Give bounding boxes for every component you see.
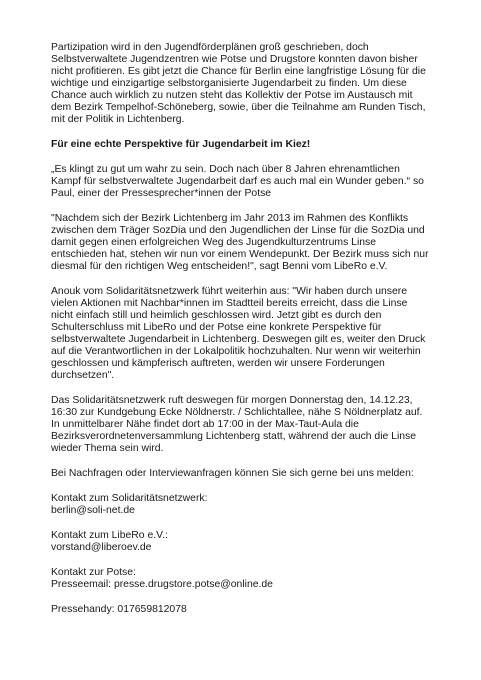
quote-anouk-paragraph: Anouk vom Solidaritätsnetzwerk führt weiterhin aus: "Wir haben durch unsere vielen Aktionen mit Nachbar*innen im Stadtteil bereits erreicht, dass die Linse nicht einfach still und heimlich geschlossen wird. Jetzt gibt es durch den Schulterschluss mit LibeRo und der Potse eine konkrete Perspektive für selbstverwaltete Jugendarbeit in Lichtenberg. Deswegen gilt es, weiter den Druck auf die Verantwortlichen in der Lokalpolitik hochzuhalten. Nur wenn wir weiterhin geschlossen und kämpferisch auftreten, werden wir unsere Forderungen durchsetzen". — [51, 286, 426, 381]
document-page — [51, 42, 431, 629]
contact-email[interactable]: vorstand@liberoev.de — [51, 542, 152, 553]
contact-email[interactable]: Presseemail: presse.drugstore.potse@online.de — [51, 579, 273, 590]
section-heading: Für eine echte Perspektive für Jugendarbeit im Kiez! — [51, 139, 311, 150]
contact-email[interactable]: berlin@soli-net.de — [51, 505, 135, 516]
contact-label: Kontakt zur Potse: — [51, 567, 136, 578]
contact-label: Kontakt zum Solidaritätsnetzwerk: — [51, 493, 208, 504]
contact-libero — [51, 530, 431, 554]
quote-benni-paragraph: "Nachdem sich der Bezirk Lichtenberg im Jahr 2013 im Rahmen des Konflikts zwischen dem Träger SozDia und den Jugendlichen der Linse für die SozDia und damit gegen einen erfolgreichen Weg des Jugendkulturzentrums Linse entschieden hat, stehen wir nun vor einem Wendepunkt. Der Bezirk muss sich nur diesmal für den richtigen Weg entscheiden!", sagt Benni vom LibeRo e.V. — [51, 213, 429, 272]
inquiry-paragraph: Bei Nachfragen oder Interviewanfragen können Sie sich gerne bei uns melden: — [51, 468, 414, 479]
press-phone: Pressehandy: 017659812078 — [51, 604, 187, 615]
contact-potse — [51, 567, 431, 591]
quote-paul-paragraph: „Es klingt zu gut um wahr zu sein. Doch nach über 8 Jahren ehrenamtlichen Kampf für selbstverwaltete Jugendarbeit darf es auch mal ein Wunder geben.“ so Paul, einer der Pressesprecher*innen der Potse — [51, 164, 424, 199]
contact-solidarity-network — [51, 493, 431, 517]
rally-announcement-paragraph: Das Solidaritätsnetzwerk ruft deswegen für morgen Donnerstag den, 14.12.23, 16:30 zur Kundgebung Ecke Nöldnerstr. / Schlichtallee, nähe S Nöldnerplatz auf. In unmittelbarer Nähe findet dort ab 17:00 in der Max-Taut-Aula die Bezirksverordnetenversammlung Lichtenberg statt, während der auch die Linse wieder Thema sein wird. — [51, 395, 423, 454]
intro-paragraph: Partizipation wird in den Jugendförderplänen groß geschrieben, doch Selbstverwaltete Jugendzentren wie Potse und Drugstore konnten davon bisher nicht profitieren. Es gibt jetzt die Chance für Berlin eine langfristige Lösung für die wichtige und einzigartige selbstorganisierte Jugendarbeit zu finden. Um diese Chance auch wirklich zu nutzen steht das Kollektiv der Potse im Austausch mit dem Bezirk Tempelhof-Schöneberg, sowie, über die Teilnahme am Runden Tisch, mit der Politik in Lichtenberg. — [51, 42, 426, 125]
contact-label: Kontakt zum LibeRo e.V.: — [51, 530, 168, 541]
